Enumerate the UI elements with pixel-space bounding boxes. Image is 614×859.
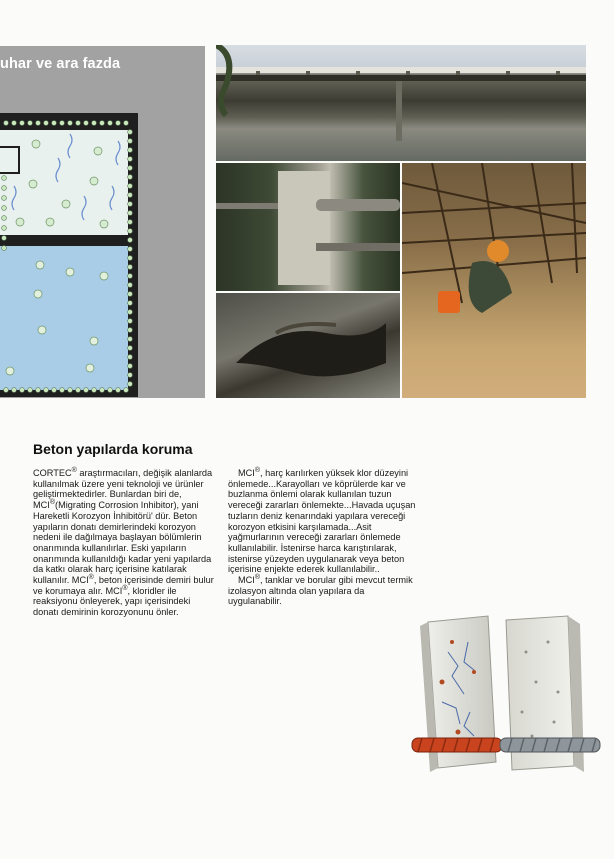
protected-concrete-block <box>500 616 600 772</box>
diagram-graphics <box>0 46 205 398</box>
article-heading: Beton yapılarda koruma <box>33 441 193 457</box>
bridge-photo-art <box>216 45 586 161</box>
registered-mark: ® <box>71 466 77 474</box>
railing-photo <box>216 163 400 291</box>
vapor-molecules <box>16 140 108 228</box>
concrete-rebar-illustration <box>408 612 604 788</box>
brand-name: CORTEC <box>33 468 72 478</box>
article-paragraph-3: MCI®, tanklar ve borular gibi mevcut termik izolasyon altında olan yapılara da uygulanabilir. <box>228 573 413 607</box>
damaged-concrete-photo <box>216 293 400 398</box>
article-left-column <box>33 468 217 618</box>
article-paragraph-1: CORTEC® araştırmacıları, değişik alanlarda kullanılmak üzere yeni teknoloji ve ürünler geliştirmektedirler. Bunlardan biri de, MCI®(Migrating Corrosion Inhibitor), yani Hareketli Korozyon İnhibitörü' dür. Beton yapıların donatı demirlerindeki korozyon nedeni ile dağılmaya başlayan bölümlerin onarımında kullanılırlar. Eski yapıların onarımında kullanıldığı kadar yeni yapılarda da katkı olarak harç içerisine katılarak kullanılır. MCI®, beton içerisinde demiri bulur ve korumaya alır. MCI®, kloridler ile reaksiyonu önleyerek, yapı içerisindeki donatı demirinin korozyonunu önler. <box>33 466 214 618</box>
inhibitor-bead-border <box>2 121 133 393</box>
corroded-concrete-block <box>412 616 502 772</box>
worker-photo <box>402 163 586 398</box>
damaged-concrete-photo-art <box>216 293 400 398</box>
diagram-title: uhar ve ara fazda <box>0 56 121 72</box>
bridge-photo <box>216 45 586 161</box>
worker-photo-art <box>402 163 586 398</box>
railing-photo-art <box>216 163 400 291</box>
liquid-molecules <box>6 261 108 375</box>
article-right-column <box>228 468 418 607</box>
article-paragraph-2: MCI®, harç karılırken yüksek klor düzeyini önlemede...Karayolları ve köprülerde kar ve buzlanma önlemi olarak kullanılan tuzun vereceği zararları önlemekte...Havada uçuşan tuzların deniz kenarındaki yapılara vereceği korozyon etkisini karşılamada...Asit yağmurlarının vereceği zararları önlemede kullanılabilir. İstenirse harca karıştırılarak, istenirse yüzeyden uygulanarak veya beton içerisine enjekte ederek kullanılabilir.. <box>228 466 416 575</box>
corrosion-diagram <box>0 46 205 398</box>
protected-rebar <box>500 738 600 752</box>
